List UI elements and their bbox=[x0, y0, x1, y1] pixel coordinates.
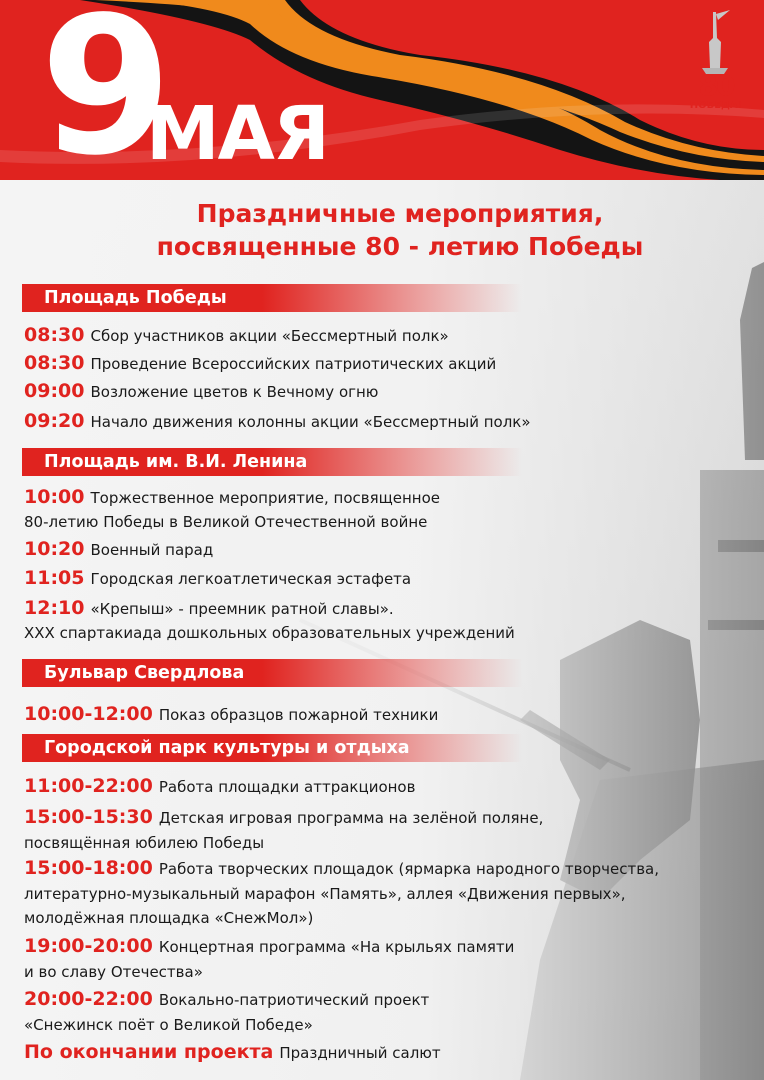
event-time: 15:00-15:30 bbox=[24, 806, 153, 828]
event-text: Вокально-патриотический проект bbox=[158, 991, 430, 1009]
event-row bbox=[24, 935, 514, 958]
event-continuation: XXX спартакиада дошкольных образовательных учреждений bbox=[24, 624, 515, 642]
section-header bbox=[22, 448, 522, 476]
event-text: Торжественное мероприятие, посвященное bbox=[90, 489, 440, 507]
logo-number: 80 bbox=[698, 69, 734, 102]
event-time: 10:00 bbox=[24, 486, 85, 508]
event-row bbox=[24, 988, 429, 1011]
event-row bbox=[24, 775, 415, 798]
event-time: 08:30 bbox=[24, 324, 85, 346]
event-time: 19:00-20:00 bbox=[24, 935, 153, 957]
event-text: Сбор участников акции «Бессмертный полк» bbox=[90, 327, 449, 345]
title-line-1: Праздничные мероприятия, bbox=[196, 199, 604, 228]
event-text: Городская легкоатлетическая эстафета bbox=[90, 570, 412, 588]
event-time: 15:00-18:00 bbox=[24, 857, 153, 879]
event-continuation: и во славу Отечества» bbox=[24, 963, 203, 981]
header-banner bbox=[0, 0, 764, 180]
event-time: 12:10 bbox=[24, 597, 85, 619]
event-row bbox=[24, 857, 659, 880]
section-title: Площадь Победы bbox=[44, 288, 227, 308]
event-text: Праздничный салют bbox=[279, 1044, 441, 1062]
event-row bbox=[24, 703, 438, 726]
section-header bbox=[22, 734, 522, 762]
section-header bbox=[22, 284, 522, 312]
event-continuation: литературно-музыкальный марафон «Память», аллея «Движения первых», bbox=[24, 885, 626, 903]
event-time: 11:05 bbox=[24, 567, 85, 589]
event-row bbox=[24, 410, 531, 433]
event-text: Работа творческих площадок (ярмарка народного творчества, bbox=[158, 860, 660, 878]
event-time: 20:00-22:00 bbox=[24, 988, 153, 1010]
title-line-2: посвященные 80 - летию Победы bbox=[156, 232, 644, 261]
day-number: 9 bbox=[40, 0, 167, 180]
event-time: 10:20 bbox=[24, 538, 85, 560]
event-row bbox=[24, 806, 543, 829]
month-name: МАЯ bbox=[146, 91, 328, 177]
event-continuation: посвящённая юбилею Победы bbox=[24, 834, 265, 852]
page-title bbox=[60, 197, 740, 263]
event-row bbox=[24, 1041, 441, 1064]
event-row bbox=[24, 597, 394, 620]
event-continuation: «Снежинск поёт о Великой Победе» bbox=[24, 1016, 313, 1034]
event-row bbox=[24, 567, 411, 590]
event-text: Детская игровая программа на зелёной поляне, bbox=[158, 809, 544, 827]
section-header bbox=[22, 659, 522, 687]
event-time: 09:20 bbox=[24, 410, 85, 432]
section-title: Бульвар Свердлова bbox=[44, 663, 245, 683]
event-text: Проведение Всероссийских патриотических акций bbox=[90, 355, 497, 373]
event-row bbox=[24, 538, 213, 561]
event-text: Возложение цветов к Вечному огню bbox=[90, 383, 379, 401]
event-row bbox=[24, 380, 378, 403]
event-row bbox=[24, 486, 440, 509]
logo-text: ПОБЕДА! bbox=[689, 100, 743, 111]
event-continuation: 80-летию Победы в Великой Отечественной войне bbox=[24, 513, 428, 531]
event-time: По окончании проекта bbox=[24, 1041, 274, 1063]
event-text: «Крепыш» - преемник ратной славы». bbox=[90, 600, 394, 618]
section-title: Площадь им. В.И. Ленина bbox=[44, 452, 308, 472]
event-text: Показ образцов пожарной техники bbox=[158, 706, 439, 724]
event-text: Военный парад bbox=[90, 541, 214, 559]
event-time: 08:30 bbox=[24, 352, 85, 374]
event-continuation: молодёжная площадка «СнежМол») bbox=[24, 909, 314, 927]
section-title: Городской парк культуры и отдыха bbox=[44, 738, 410, 758]
event-text: Концертная программа «На крыльях памяти bbox=[158, 938, 515, 956]
event-row bbox=[24, 352, 496, 375]
event-text: Начало движения колонны акции «Бессмертный полк» bbox=[90, 413, 531, 431]
event-row bbox=[24, 324, 449, 347]
event-time: 11:00-22:00 bbox=[24, 775, 153, 797]
event-time: 10:00-12:00 bbox=[24, 703, 153, 725]
event-time: 09:00 bbox=[24, 380, 85, 402]
event-text: Работа площадки аттракционов bbox=[158, 778, 416, 796]
